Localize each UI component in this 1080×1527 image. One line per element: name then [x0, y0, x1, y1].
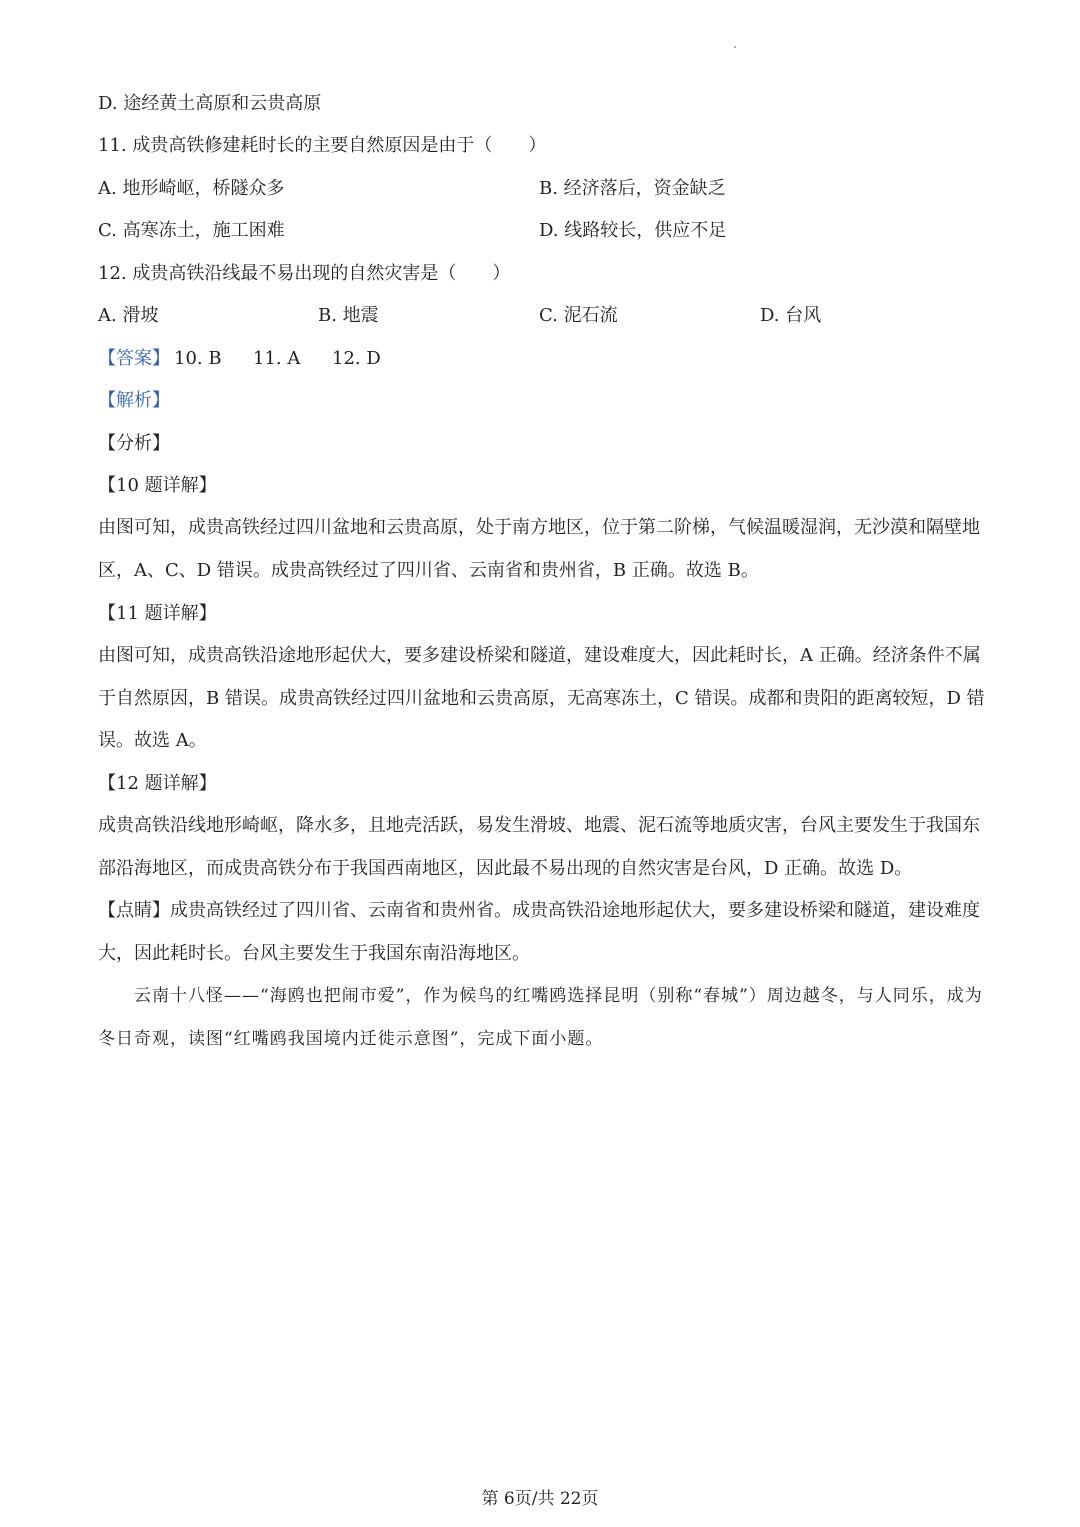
q12-option-d: D. 台风 [760, 305, 822, 326]
q12-option-c: C. 泥石流 [539, 305, 618, 326]
dianjing-label: 【点睛】 [98, 900, 170, 921]
answer-10: 10. B [174, 348, 222, 369]
q11-option-a: A. 地形崎岖，桥隧众多 [98, 178, 285, 199]
detail12-text: 成贵高铁沿线地形崎岖，降水多，且地壳活跃，易发生滑坡、地震、泥石流等地质灾害，台风主要发生于我国东部沿海地区，而成贵高铁分布于我国西南地区，因此最不易出现的自然灾害是台风，D 正确。故选 D。 [98, 815, 980, 879]
q11-option-c: C. 高寒冻土，施工困难 [98, 220, 285, 241]
detail11-text: 由图可知，成贵高铁沿途地形起伏大，要多建设桥梁和隧道，建设难度大，因此耗时长，A 正确。经济条件不属于自然原因，B 错误。成贵高铁经过四川盆地和云贵高原，无高寒冻土，C 错误。成都和贵阳的距离较短，D 错误。故选 A。 [98, 645, 985, 751]
scan-dot [734, 46, 736, 48]
intro-paragraph: 云南十八怪——“海鸥也把闹市爱”，作为候鸟的红嘴鸥选择昆明（别称“春城”）周边越冬，与人同乐，成为冬日奇观，读图“红嘴鸥我国境内迁徙示意图”，完成下面小题。 [98, 986, 983, 1049]
detail10-text: 由图可知，成贵高铁经过四川盆地和云贵高原，处于南方地区，位于第二阶梯，气候温暖湿润，无沙漠和隔壁地区，A、C、D 错误。成贵高铁经过了四川省、云南省和贵州省，B 正确。故选 B。 [98, 517, 980, 581]
fenxi-label: 【分析】 [98, 433, 170, 454]
detail12-label: 【12 题详解】 [98, 773, 217, 794]
dianjing [98, 890, 988, 975]
q10-option-d: D. 途经黄土高原和云贵高原 [98, 93, 322, 114]
answer-label: 【答案】 [98, 348, 170, 369]
q12-stem: 12. 成贵高铁沿线最不易出现的自然灾害是（ ） [98, 263, 511, 284]
analysis-label: 【解析】 [98, 390, 170, 411]
answer-11: 11. A [253, 348, 301, 369]
q11-option-b: B. 经济落后，资金缺乏 [539, 178, 726, 199]
detail11-label: 【11 题详解】 [98, 603, 217, 624]
q11-stem: 11. 成贵高铁修建耗时长的主要自然原因是由于（ ） [98, 135, 547, 156]
q12-option-a: A. 滑坡 [98, 305, 159, 326]
answer-12: 12. D [332, 348, 381, 369]
q12-option-b: B. 地震 [318, 305, 379, 326]
page-footer: 第 6页/共 22页 [481, 1489, 599, 1509]
q11-option-d: D. 线路较长，供应不足 [539, 220, 727, 241]
detail10-label: 【10 题详解】 [98, 475, 217, 496]
dianjing-text: 成贵高铁经过了四川省、云南省和贵州省。成贵高铁沿途地形起伏大，要多建设桥梁和隧道，建设难度大，因此耗时长。台风主要发生于我国东南沿海地区。 [98, 900, 980, 964]
